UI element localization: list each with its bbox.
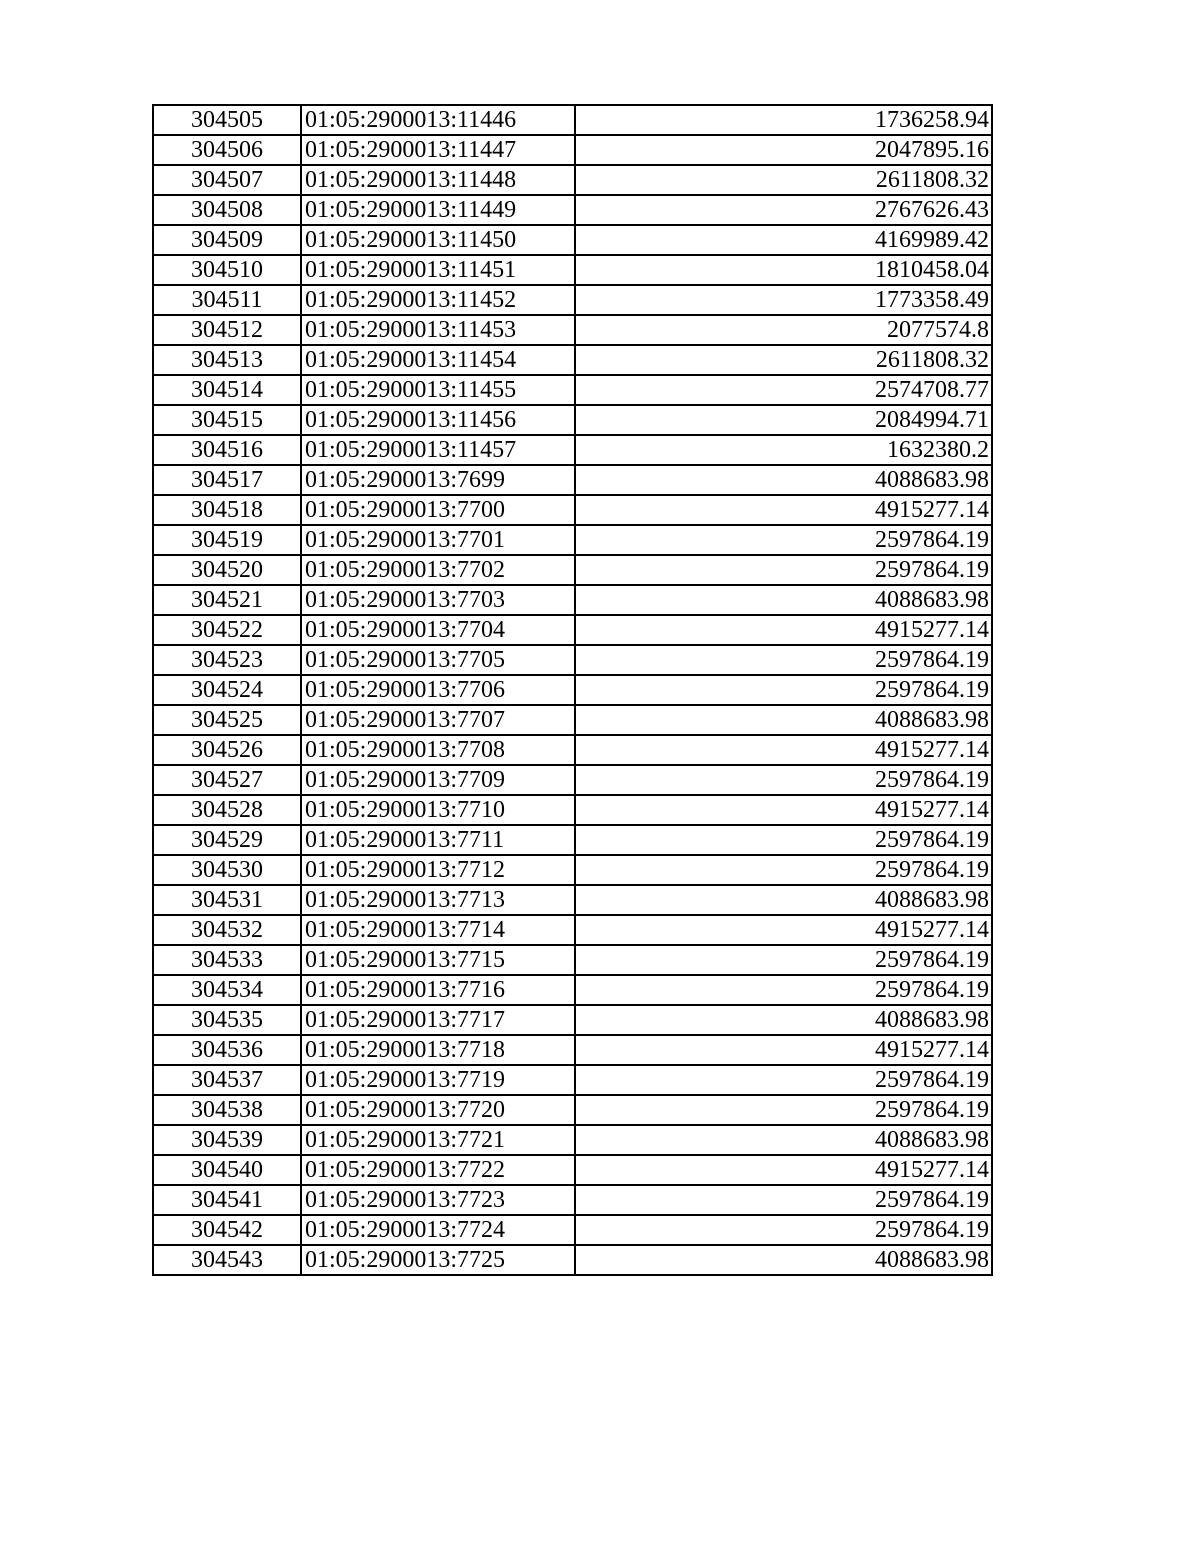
row-id-cell: 304537: [153, 1065, 301, 1095]
amount-cell: 4915277.14: [575, 495, 992, 525]
table-row: [153, 465, 992, 495]
amount-cell: 2077574.8: [575, 315, 992, 345]
table-row: [153, 765, 992, 795]
table-row: [153, 1185, 992, 1215]
table-row: [153, 825, 992, 855]
table-row: [153, 615, 992, 645]
cadastral-number-cell: 01:05:2900013:7725: [301, 1245, 575, 1275]
cadastral-number-cell: 01:05:2900013:11452: [301, 285, 575, 315]
cadastral-number-cell: 01:05:2900013:7723: [301, 1185, 575, 1215]
row-id-cell: 304526: [153, 735, 301, 765]
amount-cell: 2574708.77: [575, 375, 992, 405]
table-row: [153, 1125, 992, 1155]
amount-cell: 2084994.71: [575, 405, 992, 435]
row-id-cell: 304516: [153, 435, 301, 465]
cadastral-number-cell: 01:05:2900013:7699: [301, 465, 575, 495]
table-row: [153, 555, 992, 585]
amount-cell: 2597864.19: [575, 975, 992, 1005]
cadastral-number-cell: 01:05:2900013:11451: [301, 255, 575, 285]
table-body: [153, 105, 992, 1275]
amount-cell: 4088683.98: [575, 585, 992, 615]
amount-cell: 2597864.19: [575, 765, 992, 795]
cadastral-number-cell: 01:05:2900013:11450: [301, 225, 575, 255]
cadastral-number-cell: 01:05:2900013:7716: [301, 975, 575, 1005]
amount-cell: 4169989.42: [575, 225, 992, 255]
amount-cell: 2047895.16: [575, 135, 992, 165]
cadastral-number-cell: 01:05:2900013:7702: [301, 555, 575, 585]
cadastral-number-cell: 01:05:2900013:7701: [301, 525, 575, 555]
cadastral-number-cell: 01:05:2900013:7706: [301, 675, 575, 705]
table-row: [153, 1155, 992, 1185]
amount-cell: 1632380.2: [575, 435, 992, 465]
row-id-cell: 304529: [153, 825, 301, 855]
table-row: [153, 915, 992, 945]
table-row: [153, 165, 992, 195]
amount-cell: 4088683.98: [575, 885, 992, 915]
data-table: [152, 104, 993, 1276]
row-id-cell: 304540: [153, 1155, 301, 1185]
table-row: [153, 675, 992, 705]
row-id-cell: 304543: [153, 1245, 301, 1275]
row-id-cell: 304521: [153, 585, 301, 615]
cadastral-number-cell: 01:05:2900013:7718: [301, 1035, 575, 1065]
amount-cell: 4088683.98: [575, 1245, 992, 1275]
cadastral-number-cell: 01:05:2900013:7700: [301, 495, 575, 525]
cadastral-number-cell: 01:05:2900013:7715: [301, 945, 575, 975]
row-id-cell: 304541: [153, 1185, 301, 1215]
cadastral-number-cell: 01:05:2900013:11446: [301, 105, 575, 135]
cadastral-number-cell: 01:05:2900013:7714: [301, 915, 575, 945]
amount-cell: 4088683.98: [575, 465, 992, 495]
amount-cell: 4088683.98: [575, 1125, 992, 1155]
row-id-cell: 304517: [153, 465, 301, 495]
amount-cell: 2597864.19: [575, 555, 992, 585]
cadastral-number-cell: 01:05:2900013:7711: [301, 825, 575, 855]
amount-cell: 1773358.49: [575, 285, 992, 315]
row-id-cell: 304520: [153, 555, 301, 585]
table-row: [153, 855, 992, 885]
table-row: [153, 975, 992, 1005]
amount-cell: 1736258.94: [575, 105, 992, 135]
table-row: [153, 285, 992, 315]
cadastral-number-cell: 01:05:2900013:7721: [301, 1125, 575, 1155]
row-id-cell: 304506: [153, 135, 301, 165]
row-id-cell: 304535: [153, 1005, 301, 1035]
cadastral-number-cell: 01:05:2900013:7704: [301, 615, 575, 645]
table-row: [153, 1095, 992, 1125]
table-row: [153, 525, 992, 555]
row-id-cell: 304518: [153, 495, 301, 525]
table-row: [153, 1215, 992, 1245]
amount-cell: 4088683.98: [575, 1005, 992, 1035]
amount-cell: 2597864.19: [575, 525, 992, 555]
row-id-cell: 304538: [153, 1095, 301, 1125]
row-id-cell: 304507: [153, 165, 301, 195]
table-row: [153, 885, 992, 915]
cadastral-number-cell: 01:05:2900013:7709: [301, 765, 575, 795]
row-id-cell: 304505: [153, 105, 301, 135]
row-id-cell: 304530: [153, 855, 301, 885]
row-id-cell: 304531: [153, 885, 301, 915]
row-id-cell: 304527: [153, 765, 301, 795]
row-id-cell: 304522: [153, 615, 301, 645]
table-row: [153, 375, 992, 405]
table-row: [153, 495, 992, 525]
row-id-cell: 304510: [153, 255, 301, 285]
table-row: [153, 1035, 992, 1065]
row-id-cell: 304511: [153, 285, 301, 315]
amount-cell: 2611808.32: [575, 345, 992, 375]
amount-cell: 2597864.19: [575, 1095, 992, 1125]
row-id-cell: 304533: [153, 945, 301, 975]
row-id-cell: 304519: [153, 525, 301, 555]
cadastral-number-cell: 01:05:2900013:11449: [301, 195, 575, 225]
amount-cell: 2767626.43: [575, 195, 992, 225]
row-id-cell: 304524: [153, 675, 301, 705]
amount-cell: 2611808.32: [575, 165, 992, 195]
row-id-cell: 304513: [153, 345, 301, 375]
cadastral-number-cell: 01:05:2900013:7719: [301, 1065, 575, 1095]
amount-cell: 4915277.14: [575, 615, 992, 645]
cadastral-number-cell: 01:05:2900013:11457: [301, 435, 575, 465]
row-id-cell: 304532: [153, 915, 301, 945]
cadastral-number-cell: 01:05:2900013:7713: [301, 885, 575, 915]
cadastral-number-cell: 01:05:2900013:7705: [301, 645, 575, 675]
row-id-cell: 304508: [153, 195, 301, 225]
table-row: [153, 1005, 992, 1035]
amount-cell: 2597864.19: [575, 1215, 992, 1245]
data-table-container: [152, 104, 991, 1276]
table-row: [153, 255, 992, 285]
row-id-cell: 304534: [153, 975, 301, 1005]
cadastral-number-cell: 01:05:2900013:11456: [301, 405, 575, 435]
amount-cell: 2597864.19: [575, 855, 992, 885]
row-id-cell: 304515: [153, 405, 301, 435]
table-row: [153, 345, 992, 375]
amount-cell: 1810458.04: [575, 255, 992, 285]
cadastral-number-cell: 01:05:2900013:7712: [301, 855, 575, 885]
cadastral-number-cell: 01:05:2900013:7724: [301, 1215, 575, 1245]
cadastral-number-cell: 01:05:2900013:7717: [301, 1005, 575, 1035]
amount-cell: 2597864.19: [575, 1185, 992, 1215]
cadastral-number-cell: 01:05:2900013:7708: [301, 735, 575, 765]
amount-cell: 4915277.14: [575, 915, 992, 945]
cadastral-number-cell: 01:05:2900013:7703: [301, 585, 575, 615]
row-id-cell: 304523: [153, 645, 301, 675]
amount-cell: 4915277.14: [575, 1035, 992, 1065]
table-row: [153, 945, 992, 975]
table-row: [153, 405, 992, 435]
row-id-cell: 304525: [153, 705, 301, 735]
amount-cell: 4088683.98: [575, 705, 992, 735]
table-row: [153, 315, 992, 345]
row-id-cell: 304539: [153, 1125, 301, 1155]
table-row: [153, 1245, 992, 1275]
row-id-cell: 304536: [153, 1035, 301, 1065]
amount-cell: 2597864.19: [575, 825, 992, 855]
cadastral-number-cell: 01:05:2900013:11454: [301, 345, 575, 375]
cadastral-number-cell: 01:05:2900013:11455: [301, 375, 575, 405]
row-id-cell: 304514: [153, 375, 301, 405]
amount-cell: 4915277.14: [575, 1155, 992, 1185]
table-row: [153, 645, 992, 675]
table-row: [153, 585, 992, 615]
table-row: [153, 1065, 992, 1095]
table-row: [153, 435, 992, 465]
cadastral-number-cell: 01:05:2900013:7710: [301, 795, 575, 825]
table-row: [153, 195, 992, 225]
amount-cell: 2597864.19: [575, 675, 992, 705]
cadastral-number-cell: 01:05:2900013:11453: [301, 315, 575, 345]
table-row: [153, 735, 992, 765]
table-row: [153, 795, 992, 825]
amount-cell: 4915277.14: [575, 735, 992, 765]
amount-cell: 2597864.19: [575, 645, 992, 675]
amount-cell: 4915277.14: [575, 795, 992, 825]
row-id-cell: 304542: [153, 1215, 301, 1245]
amount-cell: 2597864.19: [575, 945, 992, 975]
amount-cell: 2597864.19: [575, 1065, 992, 1095]
cadastral-number-cell: 01:05:2900013:7722: [301, 1155, 575, 1185]
row-id-cell: 304509: [153, 225, 301, 255]
row-id-cell: 304512: [153, 315, 301, 345]
cadastral-number-cell: 01:05:2900013:7707: [301, 705, 575, 735]
cadastral-number-cell: 01:05:2900013:7720: [301, 1095, 575, 1125]
row-id-cell: 304528: [153, 795, 301, 825]
table-row: [153, 225, 992, 255]
cadastral-number-cell: 01:05:2900013:11447: [301, 135, 575, 165]
table-row: [153, 705, 992, 735]
table-row: [153, 135, 992, 165]
cadastral-number-cell: 01:05:2900013:11448: [301, 165, 575, 195]
table-row: [153, 105, 992, 135]
